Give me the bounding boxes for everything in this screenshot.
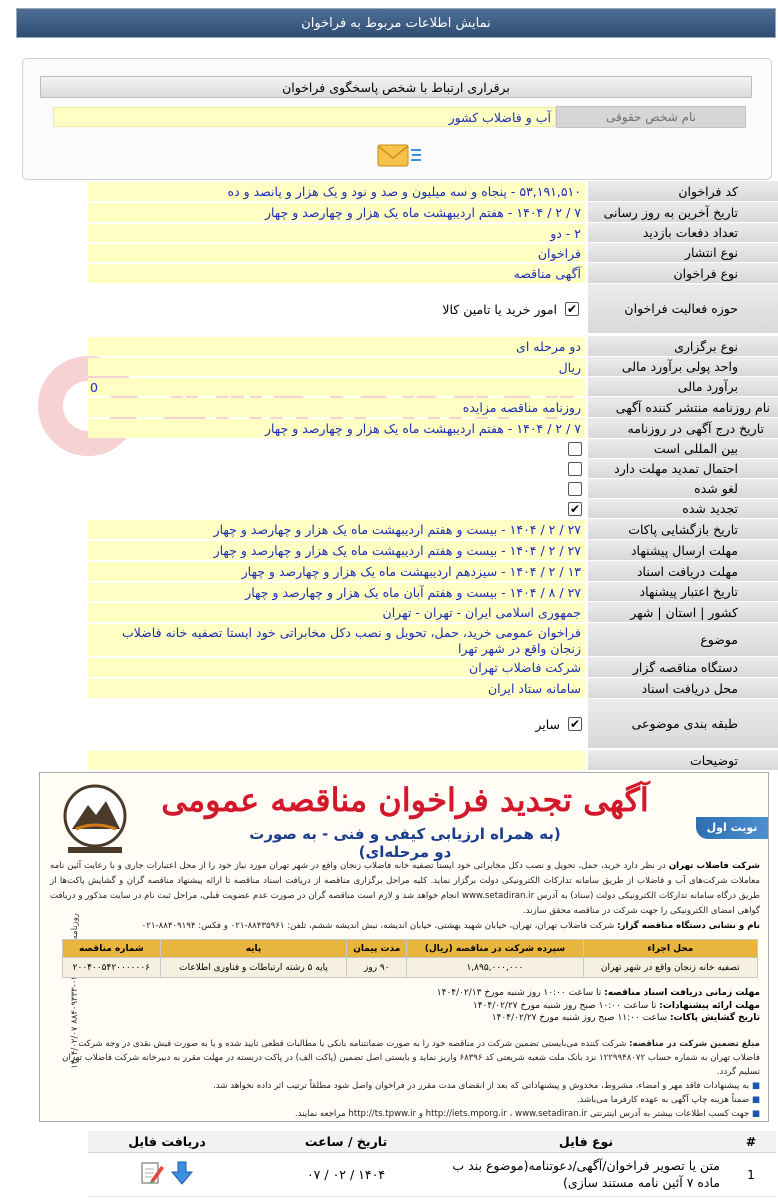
row-doc-deadline [88, 561, 778, 582]
international-checkbox[interactable] [568, 442, 582, 456]
ad-td: ۱,۸۹۵,۰۰۰,۰۰۰ [407, 958, 583, 978]
submit-deadline-value: ۲۷ / ۲ / ۱۴۰۴ - بیست و هفتم اردیبهشت ماه یک هزار و چهارصد و چهار [88, 541, 585, 560]
ad-td: ۹۰ روز [347, 958, 407, 978]
ad-note [50, 1093, 760, 1107]
page-title-bar [16, 8, 776, 38]
ad-guarantee-text: شرکت کننده می‌بایستی تضمین شرکت در مناقصه خود را به صورت ضمانتنامه بانکی یا مطالبات قطعی تایید شده و یا به صورت فیش نقدی در وجه شرکت فاضلاب تهران به شماره حساب ۱۲۲۹۹۴۸۰۷۲ نزد بانک ملت شعبه شریعتی کد ۶۸۳۹۶ واریز نماید و بایستی اصل تضمین (پاکت الف) در پاکت دربسته در مهلت مقرر به دبیرخانه شرکت فاضلاب تهران تسلیم گردد. [62, 1039, 760, 1077]
visits-label: تعداد دفعات بازدید [588, 223, 778, 243]
organizer-value: شرکت فاضلاب تهران [88, 658, 585, 677]
code-label: کد فراخوان [588, 181, 778, 202]
ad-td: تصفیه خانه زنجان واقع در شهر تهران [583, 958, 757, 978]
holding-type-label: نوع برگزاری [588, 336, 778, 357]
ad-subtitle: (به همراه ارزیابی کیفی و فنی - به صورت دو مرحله‌ای) [249, 825, 561, 861]
ad-td: ۲۰۰۴۰۰۵۴۲۰۰۰۰۰۰۶ [63, 958, 161, 978]
ad-badge: نوبت اول [696, 817, 768, 839]
ad-note-text: ضمناً هزینه چاپ آگهی به عهده کارفرما می‌باشد. [576, 1095, 750, 1105]
validity-label: تاریخ اعتبار پیشنهاد [588, 582, 778, 602]
currency-label: واحد پولی برآورد مالی [588, 357, 778, 377]
ad-title: آگهی تجدید فراخوان مناقصه عمومی [161, 781, 649, 819]
envelope-open-value: ۲۷ / ۲ / ۱۴۰۴ - بیست و هفتم اردیبهشت ماه یک هزار و چهارصد و چهار [88, 520, 585, 539]
code-value: ۵۳,۱۹۱,۵۱۰ - پنجاه و سه میلیون و صد و نود و یک هزار و پانصد و ده [88, 182, 585, 201]
renewed-checkbox[interactable]: ✔ [569, 502, 581, 516]
row-international [88, 439, 778, 459]
organizer-label: دستگاه مناقصه گزار [588, 657, 778, 678]
row-estimate [88, 377, 778, 397]
ad-table-row [63, 958, 758, 978]
row-call-type [88, 263, 778, 284]
renewed-value [88, 500, 585, 518]
currency-value: ریال [88, 358, 585, 376]
bullet-icon: ■ [749, 1095, 760, 1105]
file-date: ۱۴۰۴ / ۰۲ / ۰۷ [246, 1152, 446, 1196]
ad-address-lead: نام و نشانی دستگاه مناقصه گزار: [617, 921, 760, 931]
call-type-value: آگهی مناقصه [88, 264, 585, 283]
envelope-open-label: تاریخ بازگشایی پاکات [588, 519, 778, 540]
legal-person-value: آب و فاضلاب کشور [53, 107, 556, 127]
ad-date-line [340, 1012, 760, 1025]
row-newspaper [88, 397, 778, 418]
ad-th: شماره مناقصه [63, 940, 161, 958]
estimate-label: برآورد مالی [588, 377, 778, 397]
ad-side-text: روزنامه ۰ -۸۸۴۰۹۳۳۳ ۱۴۰۴/۰۲/۰۷ [70, 913, 80, 1069]
row-currency [88, 357, 778, 377]
row-renewed [88, 499, 778, 519]
row-subject [88, 623, 778, 657]
ad-para-text: در نظر دارد خرید، حمل، تحویل و نصب دکل مخابراتی خود ایستا تصفیه خانه فاضلاب زنجان واقع در شهر تهران مورد نیاز خود را از محل اعتبارات جاری و با رعایت آئین نامه معاملات شرکت‌های آب و فاضلاب از طریق سامانه تدارکات الکترونیکی دولت برگزار نماید. کلیه مراحل برگزاری مناقصه از دریافت اسناد مناقصه تا ارائه پیشنهاد مناقصه گران و گشایش پاکت‌ها از طریق درگاه سامانه تدارکات الکترونیکی دولت (ستاد) به آدرس www.setadiran.ir انجام خواهد شد و لازم است مناقصه گران در صورت عدم عضویت قبلی، مراحل ثبت نام در سایت مذکور و دریافت گواهی امضای الکترونیکی را جهت شرکت در مناقصه محقق سازند. [50, 861, 760, 916]
category-checkbox[interactable]: ✔ [569, 717, 581, 731]
doc-place-value: سامانه ستاد ایران [88, 679, 585, 698]
holding-type-value: دو مرحله ای [88, 337, 585, 356]
activity-value [88, 285, 585, 333]
category-value [88, 700, 585, 748]
row-publish-type [88, 243, 778, 263]
bullet-icon: ■ [749, 1109, 760, 1119]
doc-deadline-value: ۱۳ / ۲ / ۱۴۰۴ - سیزدهم اردیبهشت ماه یک هزار و چهارصد و چهار [88, 562, 585, 581]
page-title: نمایش اطلاعات مربوط به فراخوان [301, 16, 491, 31]
location-value: جمهوری اسلامی ایران - تهران - تهران [88, 603, 585, 622]
files-header-row [88, 1131, 776, 1152]
row-visits [88, 223, 778, 243]
activity-text: امور خرید یا تامین کالا [442, 301, 557, 317]
subject-label: موضوع [588, 623, 778, 657]
ad-image [39, 772, 769, 1122]
ad-th: مدت پیمان [347, 940, 407, 958]
ad-date-label: مهلت زمانی دریافت اسناد مناقصه: [604, 988, 760, 998]
cancelled-value [88, 480, 585, 498]
doc-place-label: محل دریافت اسناد [588, 678, 778, 699]
ad-date-label: تاریخ گشایش پاکات: [670, 1013, 760, 1023]
row-newspaper-date [88, 418, 778, 439]
ad-para-lead: شرکت فاضلاب تهران [668, 861, 760, 871]
activity-checkbox[interactable]: ✔ [566, 302, 578, 316]
extension-checkbox[interactable] [568, 462, 582, 476]
cancelled-label: لغو شده [588, 479, 778, 499]
row-code [88, 181, 778, 202]
notes-value [88, 751, 585, 770]
category-text: سایر [535, 716, 560, 732]
cancelled-checkbox[interactable] [568, 482, 582, 496]
ad-note [50, 1107, 760, 1121]
file-download-cell [88, 1152, 246, 1196]
ad-guarantee [50, 1037, 760, 1079]
ad-date-text: ساعت ۱۱:۰۰ صبح روز شنبه مورخ ۱۴۰۴/۰۲/۲۷ [491, 1013, 671, 1023]
submit-deadline-label: مهلت ارسال پیشنهاد [588, 540, 778, 561]
ad-dates [340, 987, 760, 1025]
files-table [88, 1131, 776, 1197]
company-logo-icon [58, 783, 132, 855]
row-submit-deadline [88, 540, 778, 561]
files-th-type: نوع فایل [446, 1131, 726, 1152]
files-th-date: تاریخ / ساعت [246, 1131, 446, 1152]
edit-document-icon[interactable] [139, 1160, 165, 1186]
ad-th: سپرده شرکت در مناقصه (ریال) [407, 940, 583, 958]
row-location [88, 602, 778, 623]
category-label: طبقه بندی موضوعی [588, 699, 778, 749]
international-value [88, 440, 585, 458]
ad-date-label: مهلت ارائه پیشنهادات: [659, 1000, 760, 1011]
bullet-icon: ■ [749, 1081, 760, 1091]
ad-note-text: جهت کسب اطلاعات بیشتر به آدرس اینترنتی http://iets.mporg.ir ، www.setadiran.ir و http://ts.tpww.ir مراجعه نمایند. [294, 1109, 750, 1119]
contact-panel [22, 58, 772, 180]
call-type-label: نوع فراخوان [588, 263, 778, 284]
visits-value: ۲ - دو [88, 224, 585, 242]
ad-date-text: تا ساعت ۱۰:۰۰ صبح روز شنبه مورخ ۱۴۰۴/۰۲/۲۷ [472, 1000, 660, 1011]
location-label: کشور | استان | شهر [588, 602, 778, 623]
ad-paragraph [50, 859, 760, 934]
ad-note-text: به پیشنهادات فاقد مهر و امضاء، مشروط، مخدوش و پیشنهاداتی که بعد از انقضای مدت مقرر در فراخوان واصل شود مطلقاً ترتیب اثر داده نخواهد شد. [213, 1081, 750, 1091]
last-update-label: تاریخ آخرین به روز رسانی [588, 202, 778, 223]
estimate-value: 0 [88, 378, 585, 396]
ad-note [50, 1079, 760, 1093]
publish-type-label: نوع انتشار [588, 243, 778, 263]
ad-th: پایه [160, 940, 347, 958]
row-envelope-open [88, 519, 778, 540]
row-organizer [88, 657, 778, 678]
ad-td: پایه ۵ رشته ارتباطات و فناوری اطلاعات [160, 958, 347, 978]
row-last-update [88, 202, 778, 223]
last-update-value: ۷ / ۲ / ۱۴۰۴ - هفتم اردیبهشت ماه یک هزار و چهارصد و چهار [88, 203, 585, 222]
ad-date-line [340, 987, 760, 1000]
extension-value [88, 460, 585, 478]
ad-date-line [340, 1000, 760, 1013]
files-th-download: دریافت فایل [88, 1131, 246, 1152]
newspaper-date-value: ۷ / ۲ / ۱۴۰۴ - هفتم اردیبهشت ماه یک هزار و چهارصد و چهار [88, 419, 585, 438]
file-type: متن یا تصویر فراخوان/آگهی/دعوتنامه(موضوع بند ب ماده ۷ آئین نامه مستند سازی) [446, 1152, 726, 1196]
envelope-icon[interactable] [375, 139, 423, 171]
ad-date-text: تا ساعت ۱۰:۰۰ روز شنبه مورخ ۱۴۰۴/۰۲/۱۳ [436, 988, 605, 998]
download-arrow-icon[interactable] [169, 1160, 195, 1186]
ad-th: محل اجراء [583, 940, 757, 958]
newspaper-label: نام روزنامه منتشر کننده آگهی [588, 397, 778, 418]
files-row [88, 1152, 776, 1196]
validity-value: ۲۷ / ۸ / ۱۴۰۴ - بیست و هفتم آبان ماه یک هزار و چهارصد و چهار [88, 583, 585, 601]
ad-notes [50, 1037, 760, 1121]
extension-label: احتمال تمدید مهلت دارد [588, 459, 778, 479]
row-category [88, 699, 778, 749]
contact-header: برقراری ارتباط با شخص پاسخگوی فراخوان [40, 76, 752, 98]
ad-address-text: شرکت فاضلاب تهران، تهران، خیابان شهید بهشتی، خیابان اندیشه، نبش اندیشه ششم، تلفن: ۸۸۴۳۵۹۶۱-۰۲۱ و فکس: ۸۸۴۰۹۱۹۴-۰۲۱ [141, 921, 618, 931]
row-holding-type [88, 336, 778, 357]
row-validity [88, 582, 778, 602]
renewed-label: تجدید شده [588, 499, 778, 519]
publish-type-value: فراخوان [88, 244, 585, 262]
newspaper-value: روزنامه مناقصه مزایده [88, 398, 585, 417]
international-label: بین المللی است [588, 439, 778, 459]
row-cancelled [88, 479, 778, 499]
row-doc-place [88, 678, 778, 699]
notes-label: توضیحات [588, 750, 778, 771]
newspaper-date-label: تاریخ درج آگهی در روزنامه [588, 418, 778, 439]
doc-deadline-label: مهلت دریافت اسناد [588, 561, 778, 582]
row-notes [88, 750, 778, 771]
files-th-index: # [726, 1131, 776, 1152]
ad-guarantee-lead: مبلغ تضمین شرکت در مناقصه: [629, 1039, 760, 1049]
file-index: 1 [726, 1152, 776, 1196]
ad-tender-table [62, 939, 758, 978]
activity-label: حوزه فعالیت فراخوان [588, 284, 778, 334]
legal-person-label: نام شخص حقوقی [556, 106, 746, 128]
row-activity [88, 284, 778, 334]
subject-value: فراخوان عمومی خرید، حمل، تحویل و نصب دکل مخابراتی خود ایستا تصفیه خانه فاضلاب زنجان واقع در شهر تهرا [88, 624, 585, 656]
row-extension [88, 459, 778, 479]
